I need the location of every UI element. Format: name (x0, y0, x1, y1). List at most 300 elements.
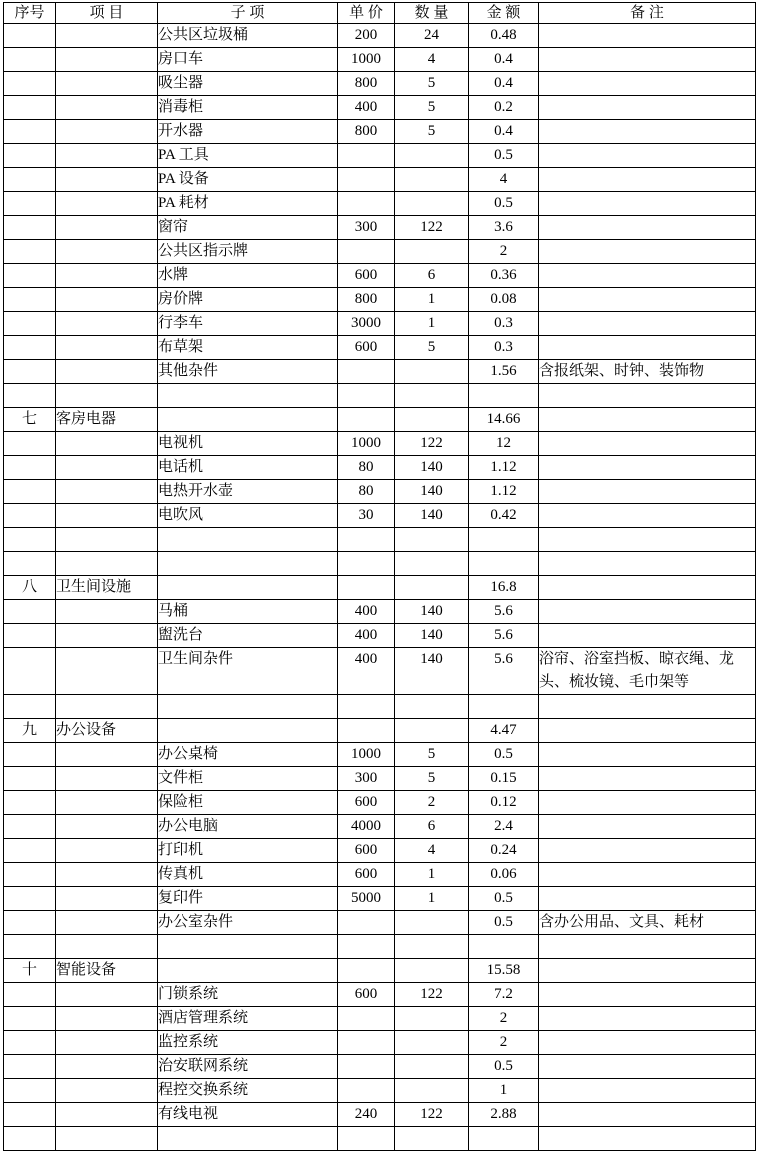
cell-sub-item: 有线电视 (158, 1103, 338, 1127)
cell-unit-price (338, 552, 395, 576)
cell-remarks (539, 983, 756, 1007)
cell-amount: 0.4 (469, 120, 539, 144)
cell-unit-price (338, 1079, 395, 1103)
cell-project (56, 624, 158, 648)
cell-amount: 0.06 (469, 863, 539, 887)
cell-quantity (395, 1007, 469, 1031)
cell-quantity: 24 (395, 24, 469, 48)
cell-serial-number (4, 552, 56, 576)
header-project: 项 目 (56, 3, 158, 24)
cell-project (56, 288, 158, 312)
cell-unit-price: 300 (338, 216, 395, 240)
cell-sub-item (158, 719, 338, 743)
cell-quantity (395, 1079, 469, 1103)
cell-quantity: 140 (395, 600, 469, 624)
cell-project: 客房电器 (56, 408, 158, 432)
cell-serial-number (4, 72, 56, 96)
cell-quantity (395, 168, 469, 192)
cell-sub-item (158, 959, 338, 983)
cell-unit-price: 1000 (338, 743, 395, 767)
table-row (4, 216, 756, 240)
cell-sub-item: 行李车 (158, 312, 338, 336)
cell-sub-item: 马桶 (158, 600, 338, 624)
cell-sub-item (158, 1127, 338, 1151)
cell-amount: 2 (469, 240, 539, 264)
cell-amount: 5.6 (469, 600, 539, 624)
cell-remarks (539, 144, 756, 168)
cell-quantity (395, 360, 469, 384)
cell-sub-item (158, 384, 338, 408)
cell-remarks (539, 1031, 756, 1055)
cell-unit-price (338, 1007, 395, 1031)
cell-amount: 4.47 (469, 719, 539, 743)
cell-sub-item: 保险柜 (158, 791, 338, 815)
cell-project (56, 648, 158, 695)
cell-amount: 4 (469, 168, 539, 192)
cell-sub-item: 传真机 (158, 863, 338, 887)
cell-amount: 3.6 (469, 216, 539, 240)
cell-sub-item: 卫生间杂件 (158, 648, 338, 695)
cell-remarks: 含办公用品、文具、耗材 (539, 911, 756, 935)
cell-sub-item: 消毒柜 (158, 96, 338, 120)
cell-unit-price (338, 1127, 395, 1151)
cell-project (56, 528, 158, 552)
table-row (4, 192, 756, 216)
cell-unit-price (338, 959, 395, 983)
cell-amount (469, 384, 539, 408)
cell-remarks (539, 600, 756, 624)
cell-project (56, 1031, 158, 1055)
cell-serial-number (4, 96, 56, 120)
cell-remarks (539, 959, 756, 983)
cell-amount: 0.3 (469, 312, 539, 336)
cell-remarks (539, 576, 756, 600)
cell-project (56, 480, 158, 504)
table-row (4, 384, 756, 408)
cell-remarks (539, 695, 756, 719)
cell-remarks (539, 168, 756, 192)
cell-unit-price: 300 (338, 767, 395, 791)
cell-sub-item (158, 695, 338, 719)
cell-project: 智能设备 (56, 959, 158, 983)
cell-amount (469, 1127, 539, 1151)
cell-quantity (395, 935, 469, 959)
cell-project (56, 240, 158, 264)
cell-remarks (539, 24, 756, 48)
cell-serial-number (4, 743, 56, 767)
cell-serial-number (4, 1103, 56, 1127)
cell-remarks (539, 528, 756, 552)
table-row (4, 887, 756, 911)
cell-sub-item: 复印件 (158, 887, 338, 911)
cell-remarks (539, 312, 756, 336)
cell-remarks (539, 192, 756, 216)
cell-project (56, 1007, 158, 1031)
cell-amount: 1 (469, 1079, 539, 1103)
table-row (4, 408, 756, 432)
table-row (4, 1031, 756, 1055)
cell-sub-item: 办公桌椅 (158, 743, 338, 767)
cell-quantity (395, 911, 469, 935)
cell-project (56, 743, 158, 767)
cell-sub-item: 电话机 (158, 456, 338, 480)
cell-unit-price: 800 (338, 288, 395, 312)
cell-quantity: 140 (395, 456, 469, 480)
cell-serial-number (4, 432, 56, 456)
cell-quantity: 140 (395, 624, 469, 648)
cell-quantity: 1 (395, 887, 469, 911)
cell-remarks (539, 624, 756, 648)
table-row (4, 264, 756, 288)
cell-unit-price (338, 576, 395, 600)
cell-sub-item: 布草架 (158, 336, 338, 360)
cell-serial-number (4, 695, 56, 719)
cell-project (56, 1103, 158, 1127)
cell-remarks (539, 240, 756, 264)
cell-unit-price: 1000 (338, 48, 395, 72)
cell-sub-item (158, 408, 338, 432)
cell-amount: 1.12 (469, 456, 539, 480)
table-row (4, 1103, 756, 1127)
cell-unit-price: 5000 (338, 887, 395, 911)
cell-remarks (539, 96, 756, 120)
cell-serial-number (4, 1007, 56, 1031)
cell-sub-item: 治安联网系统 (158, 1055, 338, 1079)
cell-remarks (539, 384, 756, 408)
cell-sub-item (158, 552, 338, 576)
cell-serial-number (4, 240, 56, 264)
cell-amount (469, 695, 539, 719)
cell-unit-price (338, 911, 395, 935)
cell-remarks (539, 288, 756, 312)
cell-unit-price (338, 240, 395, 264)
cell-serial-number (4, 456, 56, 480)
cell-quantity: 122 (395, 432, 469, 456)
cell-remarks (539, 216, 756, 240)
table-row (4, 168, 756, 192)
cell-quantity: 1 (395, 288, 469, 312)
cell-remarks (539, 1007, 756, 1031)
cell-remarks (539, 1127, 756, 1151)
cell-serial-number (4, 911, 56, 935)
cell-project (56, 168, 158, 192)
cell-serial-number (4, 288, 56, 312)
cell-remarks (539, 120, 756, 144)
cell-project (56, 192, 158, 216)
cell-quantity: 5 (395, 767, 469, 791)
table-row (4, 288, 756, 312)
table-row (4, 1127, 756, 1151)
cell-remarks (539, 1079, 756, 1103)
cell-amount: 0.5 (469, 1055, 539, 1079)
cell-unit-price (338, 695, 395, 719)
cell-serial-number (4, 767, 56, 791)
table-row (4, 935, 756, 959)
cell-quantity: 6 (395, 815, 469, 839)
cell-amount: 1.56 (469, 360, 539, 384)
cell-unit-price: 600 (338, 264, 395, 288)
cell-amount (469, 552, 539, 576)
cell-quantity: 4 (395, 839, 469, 863)
cell-amount: 0.42 (469, 504, 539, 528)
cell-sub-item: 监控系统 (158, 1031, 338, 1055)
cell-unit-price: 600 (338, 983, 395, 1007)
cell-unit-price: 600 (338, 336, 395, 360)
cell-project (56, 695, 158, 719)
cell-quantity (395, 1127, 469, 1151)
cell-sub-item: 酒店管理系统 (158, 1007, 338, 1031)
cell-serial-number (4, 144, 56, 168)
cell-serial-number (4, 839, 56, 863)
cell-serial-number (4, 360, 56, 384)
cell-amount: 0.5 (469, 192, 539, 216)
cell-remarks (539, 1103, 756, 1127)
cell-amount: 0.5 (469, 887, 539, 911)
cell-project (56, 456, 158, 480)
cell-remarks (539, 791, 756, 815)
table-row (4, 120, 756, 144)
cell-quantity (395, 144, 469, 168)
cell-project (56, 887, 158, 911)
cell-quantity (395, 240, 469, 264)
cell-project (56, 24, 158, 48)
cell-serial-number (4, 648, 56, 695)
cell-project (56, 264, 158, 288)
table-row (4, 719, 756, 743)
cell-quantity (395, 1031, 469, 1055)
cell-project (56, 504, 158, 528)
cell-remarks (539, 432, 756, 456)
cell-amount: 0.2 (469, 96, 539, 120)
cell-sub-item: 程控交换系统 (158, 1079, 338, 1103)
cell-unit-price (338, 192, 395, 216)
cell-project (56, 983, 158, 1007)
cell-quantity: 122 (395, 1103, 469, 1127)
cell-sub-item: PA 工具 (158, 144, 338, 168)
cell-sub-item (158, 935, 338, 959)
table-row (4, 695, 756, 719)
cell-unit-price: 600 (338, 839, 395, 863)
cell-remarks (539, 719, 756, 743)
cell-serial-number (4, 815, 56, 839)
cell-amount: 0.3 (469, 336, 539, 360)
cell-remarks (539, 815, 756, 839)
cell-quantity (395, 576, 469, 600)
table-row (4, 552, 756, 576)
cell-amount: 1.12 (469, 480, 539, 504)
table-row (4, 312, 756, 336)
cell-sub-item: PA 耗材 (158, 192, 338, 216)
cell-remarks (539, 839, 756, 863)
cell-project (56, 1079, 158, 1103)
cell-serial-number (4, 1055, 56, 1079)
cell-sub-item: 电吹风 (158, 504, 338, 528)
table-row (4, 743, 756, 767)
cell-project (56, 216, 158, 240)
table-body (4, 24, 756, 1151)
cell-project (56, 384, 158, 408)
table-row (4, 456, 756, 480)
cell-unit-price (338, 719, 395, 743)
cell-amount: 12 (469, 432, 539, 456)
cell-unit-price: 600 (338, 863, 395, 887)
cell-remarks (539, 408, 756, 432)
table-row (4, 336, 756, 360)
cell-amount: 0.15 (469, 767, 539, 791)
table-row (4, 504, 756, 528)
cell-serial-number (4, 528, 56, 552)
cell-amount: 2.4 (469, 815, 539, 839)
cell-serial-number (4, 24, 56, 48)
header-sub-item: 子 项 (158, 3, 338, 24)
cell-sub-item: 其他杂件 (158, 360, 338, 384)
cell-unit-price: 200 (338, 24, 395, 48)
cell-quantity: 140 (395, 504, 469, 528)
cell-quantity (395, 192, 469, 216)
cell-unit-price: 400 (338, 96, 395, 120)
cell-remarks (539, 743, 756, 767)
cell-amount: 0.5 (469, 743, 539, 767)
cell-remarks (539, 72, 756, 96)
cell-sub-item: 电视机 (158, 432, 338, 456)
header-amount: 金 额 (469, 3, 539, 24)
cell-unit-price: 800 (338, 72, 395, 96)
cell-serial-number (4, 1031, 56, 1055)
cell-quantity: 5 (395, 743, 469, 767)
cell-project (56, 72, 158, 96)
cell-remarks (539, 767, 756, 791)
cell-sub-item: 办公室杂件 (158, 911, 338, 935)
cell-unit-price (338, 408, 395, 432)
cell-unit-price: 80 (338, 480, 395, 504)
cell-serial-number (4, 863, 56, 887)
cell-amount: 0.24 (469, 839, 539, 863)
cell-project (56, 935, 158, 959)
table-row (4, 1007, 756, 1031)
cell-serial-number (4, 264, 56, 288)
table-row (4, 624, 756, 648)
cell-amount: 0.5 (469, 144, 539, 168)
cell-unit-price: 1000 (338, 432, 395, 456)
cell-amount: 5.6 (469, 624, 539, 648)
cell-quantity: 5 (395, 72, 469, 96)
cell-unit-price (338, 360, 395, 384)
header-unit-price: 单 价 (338, 3, 395, 24)
cell-sub-item: 水牌 (158, 264, 338, 288)
cell-serial-number (4, 120, 56, 144)
cell-quantity (395, 552, 469, 576)
cell-amount: 0.08 (469, 288, 539, 312)
cell-sub-item: PA 设备 (158, 168, 338, 192)
cell-remarks (539, 336, 756, 360)
cell-remarks (539, 1055, 756, 1079)
table-row (4, 480, 756, 504)
cell-unit-price: 80 (338, 456, 395, 480)
cell-unit-price: 30 (338, 504, 395, 528)
cell-amount (469, 528, 539, 552)
cell-remarks (539, 887, 756, 911)
table-row (4, 144, 756, 168)
table-row (4, 1079, 756, 1103)
cell-remarks (539, 456, 756, 480)
cell-sub-item: 房价牌 (158, 288, 338, 312)
cell-serial-number (4, 887, 56, 911)
cell-quantity: 1 (395, 312, 469, 336)
table-row (4, 791, 756, 815)
header-remarks: 备 注 (539, 3, 756, 24)
table-row (4, 96, 756, 120)
cell-quantity (395, 695, 469, 719)
cell-remarks (539, 552, 756, 576)
cell-quantity: 5 (395, 336, 469, 360)
cell-project (56, 1127, 158, 1151)
cell-sub-item: 吸尘器 (158, 72, 338, 96)
cell-quantity (395, 1055, 469, 1079)
cell-quantity (395, 408, 469, 432)
cell-quantity (395, 384, 469, 408)
cell-remarks (539, 935, 756, 959)
cell-quantity (395, 959, 469, 983)
cell-serial-number (4, 504, 56, 528)
table-row (4, 767, 756, 791)
table-row (4, 576, 756, 600)
cell-quantity: 4 (395, 48, 469, 72)
cell-serial-number (4, 983, 56, 1007)
cell-project (56, 791, 158, 815)
cell-serial-number (4, 1079, 56, 1103)
cell-amount: 0.4 (469, 48, 539, 72)
cell-unit-price (338, 144, 395, 168)
table-row (4, 983, 756, 1007)
header-quantity: 数 量 (395, 3, 469, 24)
cell-quantity: 122 (395, 983, 469, 1007)
cell-sub-item: 公共区垃圾桶 (158, 24, 338, 48)
cell-unit-price: 600 (338, 791, 395, 815)
cell-sub-item: 房口车 (158, 48, 338, 72)
cell-unit-price (338, 1055, 395, 1079)
table-row (4, 528, 756, 552)
budget-table (3, 2, 756, 1151)
table-row (4, 360, 756, 384)
cell-project (56, 48, 158, 72)
cell-sub-item: 公共区指示牌 (158, 240, 338, 264)
cell-amount: 5.6 (469, 648, 539, 695)
cell-project (56, 1055, 158, 1079)
cell-remarks (539, 264, 756, 288)
cell-quantity: 6 (395, 264, 469, 288)
cell-sub-item (158, 576, 338, 600)
cell-project (56, 336, 158, 360)
table-row (4, 959, 756, 983)
cell-remarks (539, 504, 756, 528)
cell-project (56, 96, 158, 120)
cell-amount: 0.4 (469, 72, 539, 96)
cell-serial-number (4, 1127, 56, 1151)
cell-amount: 2.88 (469, 1103, 539, 1127)
cell-serial-number: 十 (4, 959, 56, 983)
cell-serial-number (4, 384, 56, 408)
cell-project (56, 767, 158, 791)
cell-sub-item (158, 528, 338, 552)
table-row (4, 432, 756, 456)
cell-serial-number (4, 935, 56, 959)
cell-amount: 0.5 (469, 911, 539, 935)
cell-unit-price (338, 384, 395, 408)
table-row (4, 24, 756, 48)
cell-sub-item: 电热开水壶 (158, 480, 338, 504)
table-row (4, 48, 756, 72)
cell-project (56, 432, 158, 456)
